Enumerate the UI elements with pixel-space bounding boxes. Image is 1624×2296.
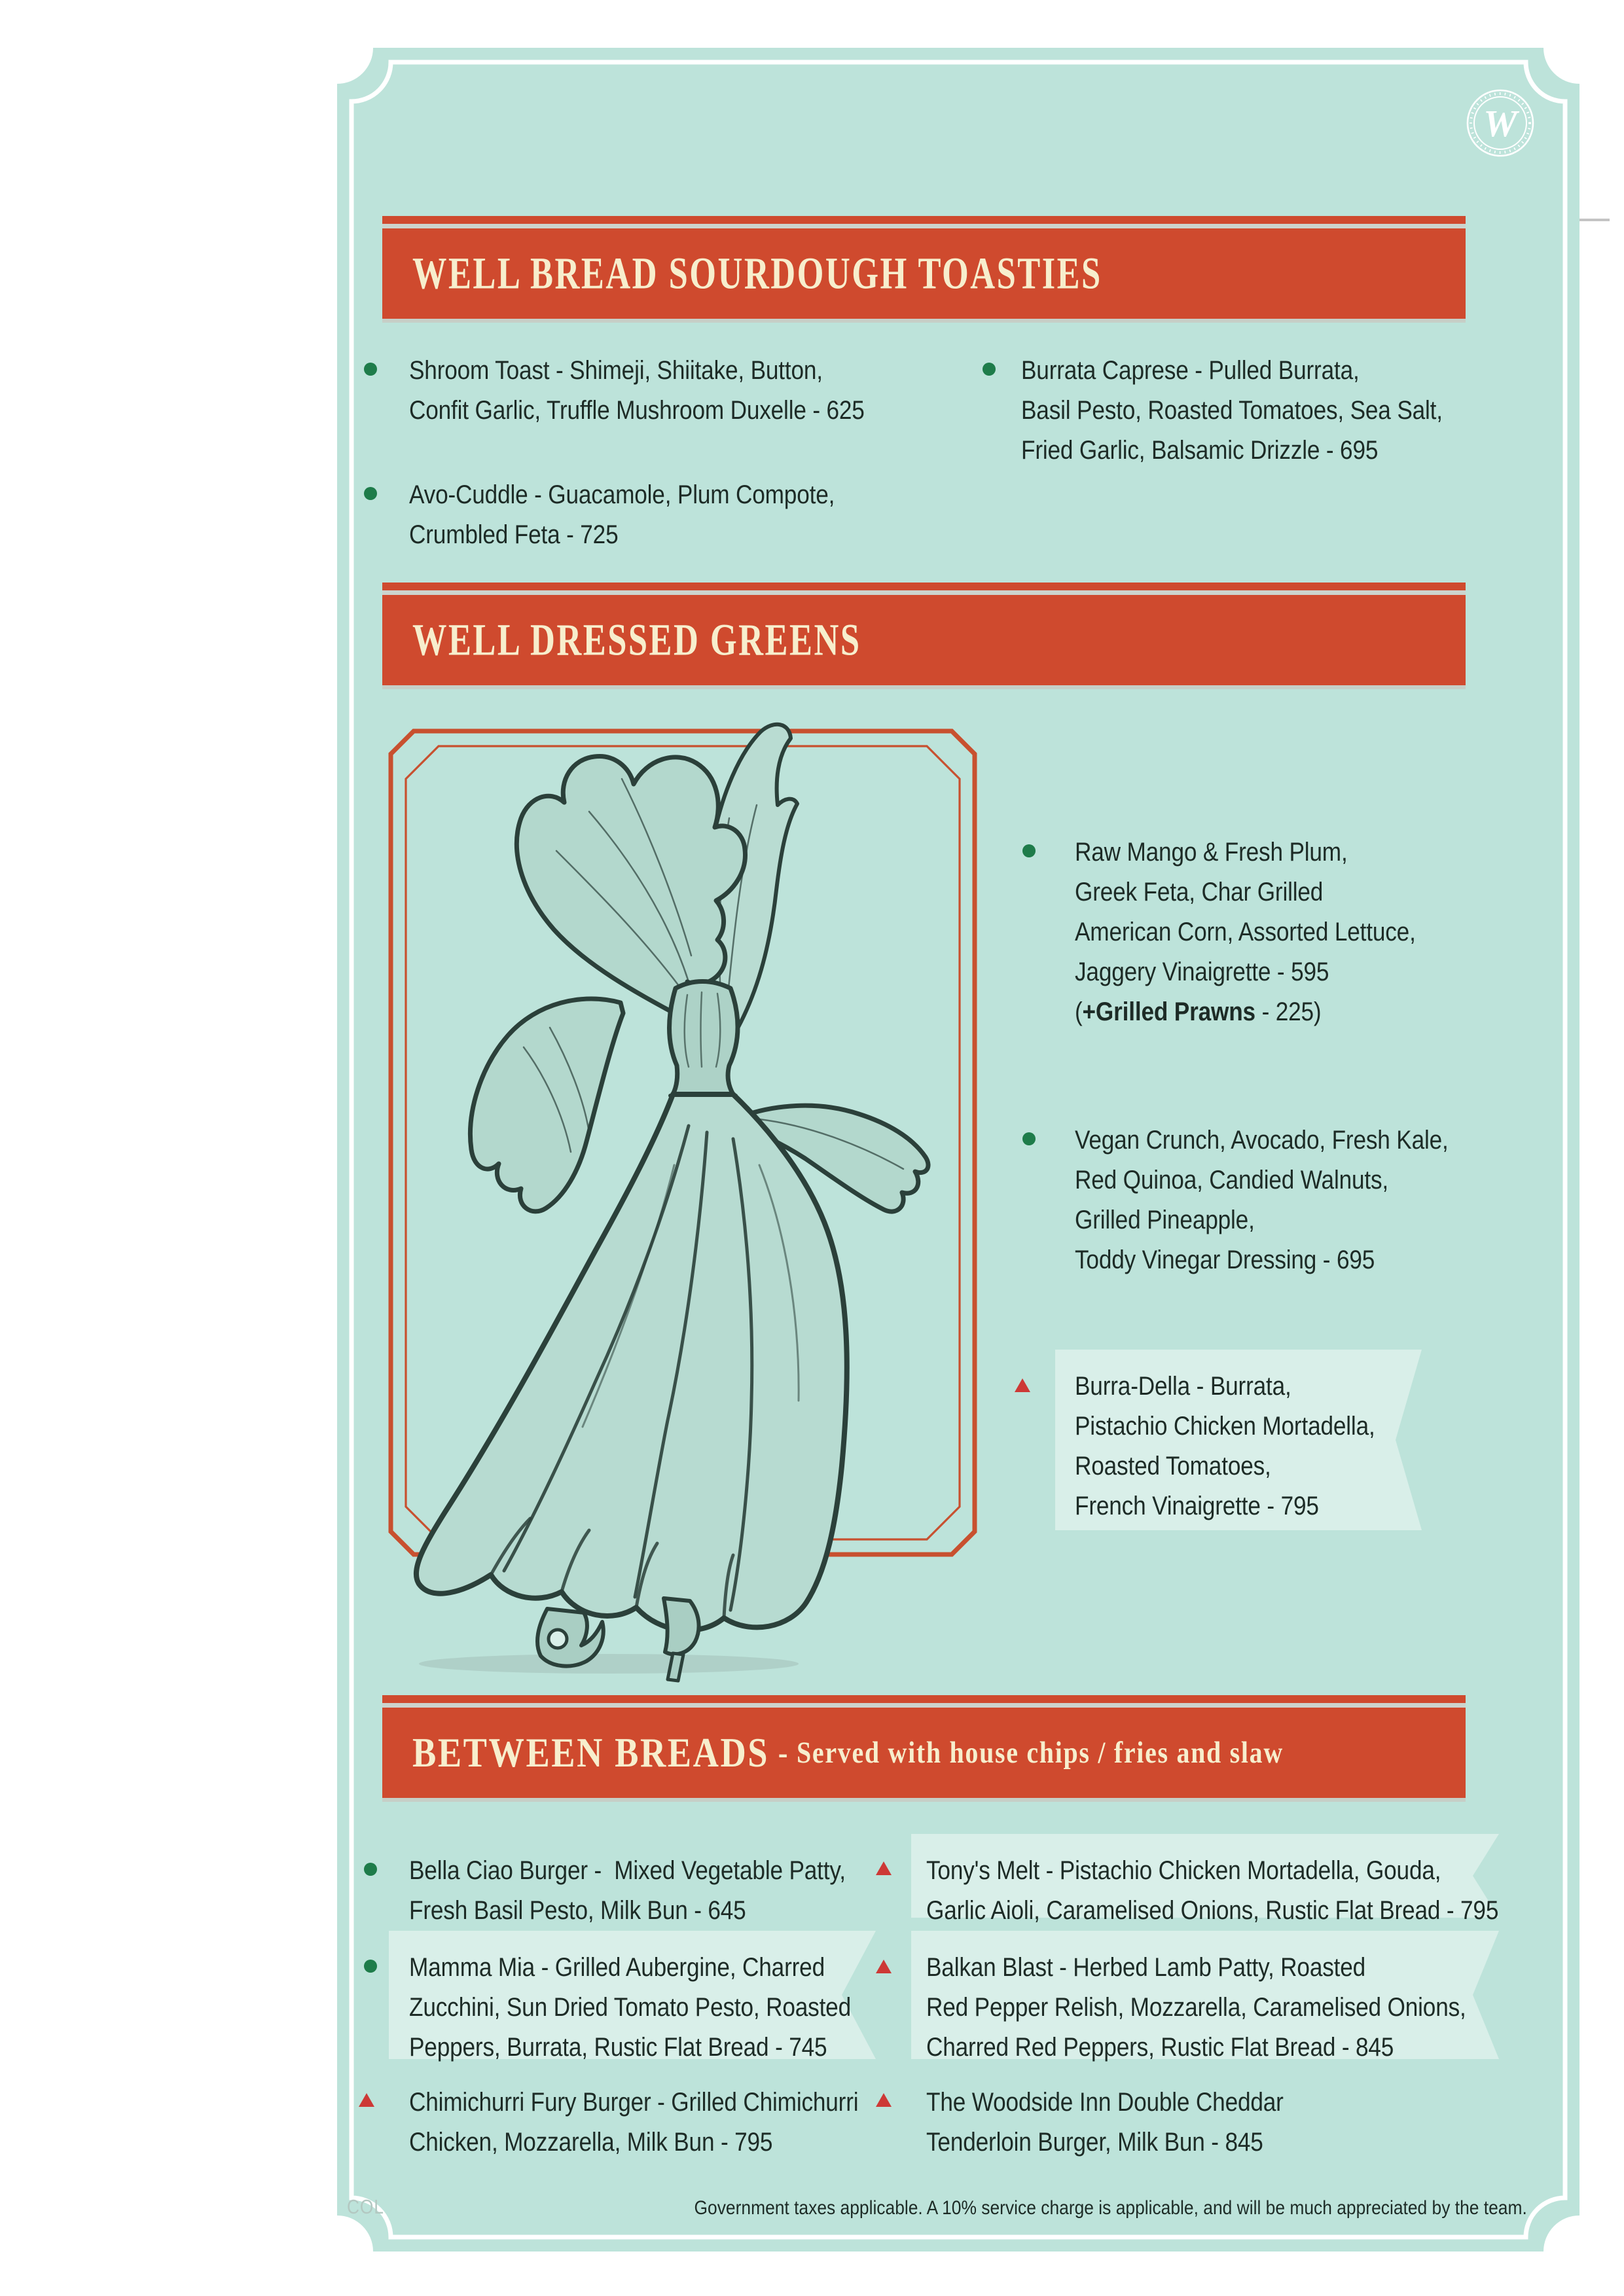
menu-item-line: Confit Garlic, Truffle Mushroom Duxelle - 625 [409, 396, 865, 425]
section-header-between-breads [382, 1695, 1466, 1802]
section-header-toasties [382, 216, 1466, 323]
bar-shadow-line [382, 685, 1466, 689]
nonveg-indicator-icon [876, 2093, 892, 2107]
menu-item-line: Greek Feta, Char Grilled [1075, 878, 1324, 906]
menu-item-line: Avo-Cuddle - Guacamole, Plum Compote, [409, 480, 835, 509]
nonveg-indicator-icon [359, 2093, 374, 2107]
menu-item-line: Grilled Pineapple, [1075, 1206, 1255, 1234]
menu-item-line: Raw Mango & Fresh Plum, [1075, 838, 1348, 867]
menu-item-bella-ciao [409, 1851, 905, 1931]
bar-accent-stripe [382, 583, 1466, 590]
menu-item-line: Fresh Basil Pesto, Milk Bun - 645 [409, 1896, 746, 1925]
bar-main [382, 595, 1466, 685]
veg-indicator-icon [364, 1960, 377, 1973]
menu-item-vegan-crunch [1075, 1121, 1499, 1280]
lettuce-lady-illustration [393, 707, 949, 1689]
menu-item-burra-della [1075, 1367, 1416, 1526]
menu-item-line: Garlic Aioli, Caramelised Onions, Rustic Flat Bread - 795 [926, 1896, 1499, 1925]
menu-item-line: Red Pepper Relish, Mozzarella, Caramelised Onions, [926, 1993, 1466, 2022]
crop-mark [1579, 219, 1610, 221]
menu-item-line: Chimichurri Fury Burger - Grilled Chimichurri [409, 2088, 859, 2117]
menu-item-line: Jaggery Vinaigrette - 595 [1075, 958, 1329, 986]
veg-indicator-icon [364, 487, 377, 500]
footer-code: COL [347, 2195, 384, 2218]
menu-item-chimichurri-fury [409, 2083, 920, 2162]
menu-item-shroom-toast [409, 351, 927, 431]
menu-item-line: Basil Pesto, Roasted Tomatoes, Sea Salt, [1021, 396, 1443, 425]
menu-item-line: Peppers, Burrata, Rustic Flat Bread - 745 [409, 2033, 827, 2062]
menu-item-raw-mango-salad [1075, 833, 1462, 1032]
menu-item-woodside-double-cheddar [926, 2083, 1332, 2162]
veg-indicator-icon [364, 1863, 377, 1876]
menu-item-line: Toddy Vinegar Dressing - 695 [1075, 1246, 1375, 1274]
menu-item-line: The Woodside Inn Double Cheddar [926, 2088, 1284, 2117]
bar-shadow-line [382, 1798, 1466, 1802]
veg-indicator-icon [1022, 1132, 1036, 1145]
section-subtitle: Served with house chips / fries and slaw [797, 1736, 1284, 1770]
menu-item-line: Shroom Toast - Shimeji, Shiitake, Button, [409, 356, 823, 385]
menu-item-burrata-caprese [1021, 351, 1500, 471]
menu-item-line: Pistachio Chicken Mortadella, [1075, 1412, 1375, 1441]
menu-item-line: Burra-Della - Burrata, [1075, 1372, 1291, 1401]
section-header-greens [382, 583, 1466, 689]
w-monogram: W [1483, 102, 1517, 145]
nonveg-indicator-icon [1015, 1378, 1030, 1392]
section-title: WELL BREAD SOURDOUGH TOASTIES [412, 248, 1102, 298]
menu-item-line: Crumbled Feta - 725 [409, 520, 619, 549]
menu-item-mamma-mia [409, 1948, 911, 2068]
menu-item-line: Mamma Mia - Grilled Aubergine, Charred [409, 1953, 825, 1982]
veg-indicator-icon [983, 363, 996, 376]
menu-item-line: Red Quinoa, Candied Walnuts, [1075, 1166, 1389, 1194]
bar-gap [382, 224, 1466, 228]
section-title-separator: - [778, 1734, 788, 1772]
menu-item-line: French Vinaigrette - 795 [1075, 1492, 1319, 1520]
bar-main [382, 228, 1466, 319]
menu-item-line: Balkan Blast - Herbed Lamb Patty, Roasted [926, 1953, 1366, 1982]
menu-item-line: Vegan Crunch, Avocado, Fresh Kale, [1075, 1126, 1449, 1155]
bar-main [382, 1708, 1466, 1798]
veg-indicator-icon [1022, 844, 1036, 857]
menu-item-line: Charred Red Peppers, Rustic Flat Bread - 845 [926, 2033, 1394, 2062]
bar-accent-stripe [382, 216, 1466, 224]
bar-gap [382, 1703, 1466, 1708]
footer-note: Government taxes applicable. A 10% service charge is applicable, and will be much appreciated by the team. [694, 2197, 1527, 2219]
nonveg-indicator-icon [876, 1861, 892, 1875]
menu-item-avo-cuddle [409, 475, 893, 555]
bar-gap [382, 590, 1466, 595]
menu-item-line: Bella Ciao Burger - Mixed Vegetable Patty, [409, 1856, 846, 1885]
menu-item-line: American Corn, Assorted Lettuce, [1075, 918, 1416, 946]
section-title: WELL DRESSED GREENS [412, 615, 861, 665]
menu-item-line: Burrata Caprese - Pulled Burrata, [1021, 356, 1360, 385]
menu-item-line: Roasted Tomatoes, [1075, 1452, 1271, 1480]
bar-accent-stripe [382, 1695, 1466, 1703]
menu-item-line: Tony's Melt - Pistachio Chicken Mortadella, Gouda, [926, 1856, 1441, 1885]
menu-item-balkan-blast [926, 1948, 1540, 2068]
veg-indicator-icon [364, 363, 377, 376]
menu-item-tonys-melt [926, 1851, 1576, 1931]
menu-item-line: Zucchini, Sun Dried Tomato Pesto, Roasted [409, 1993, 851, 2022]
bar-shadow-line [382, 319, 1466, 323]
menu-item-line: Tenderloin Burger, Milk Bun - 845 [926, 2128, 1263, 2157]
nonveg-indicator-icon [876, 1960, 892, 1973]
menu-item-addon-line: (+Grilled Prawns - 225) [1075, 997, 1322, 1026]
woodside-monogram-logo [1461, 84, 1540, 162]
menu-item-line: Fried Garlic, Balsamic Drizzle - 695 [1021, 436, 1379, 465]
section-title: BETWEEN BREADS [412, 1729, 770, 1776]
menu-item-line: Chicken, Mozzarella, Milk Bun - 795 [409, 2128, 773, 2157]
